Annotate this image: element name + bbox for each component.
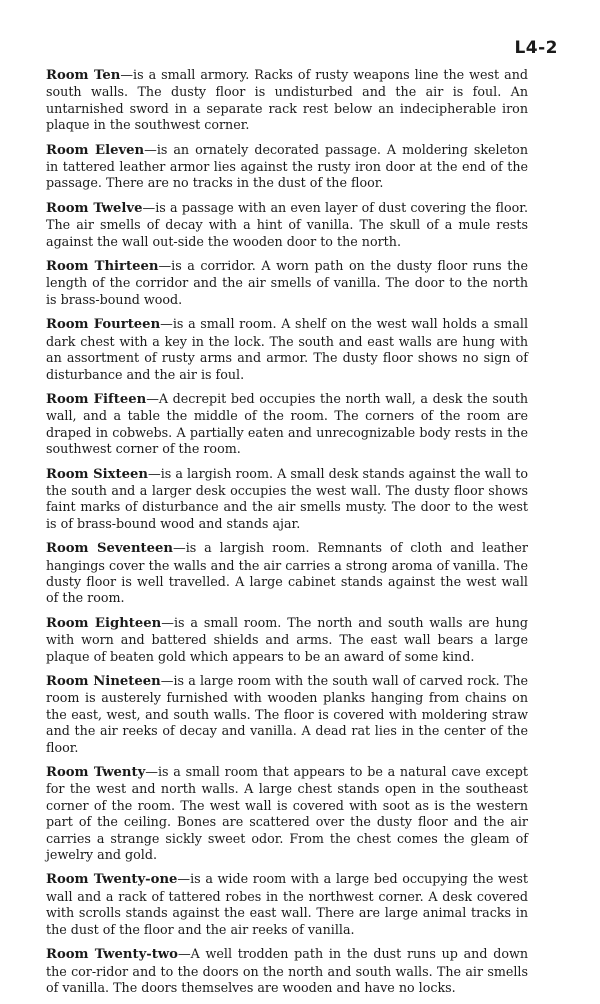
room-description: is a corridor. A worn path on the dusty floor runs the length of the corridor and the air smells of vanilla. The door to the north is brass-bound wood. xyxy=(46,258,529,307)
room-description: A decrepit bed occupies the north wall, a desk the south wall, and a table the middle of the room. The corners of the room are draped in cobwebs. A partially eaten and unrecognizable body rests in the southwest corner of the room. xyxy=(46,390,528,457)
room-entry-twenty xyxy=(46,764,528,863)
room-title: Room Sixteen xyxy=(46,466,148,482)
room-title: Room Fifteen xyxy=(46,391,147,407)
page-number: L4-2 xyxy=(514,38,558,58)
room-title: Room Twenty xyxy=(46,765,146,781)
room-title: Room Twelve xyxy=(46,200,143,216)
em-dash: — xyxy=(177,946,191,962)
room-entry-eleven xyxy=(46,142,528,192)
room-description: is a large room with the south wall of carved rock. The room is austerely furnished with wooden planks hanging from chains on the east, west, and south walls. The floor is covered with moldering straw and the air reeks of decay and vanilla. A dead rat lies in the center of the floor. xyxy=(46,673,528,755)
em-dash: — xyxy=(177,871,191,887)
em-dash: — xyxy=(160,673,174,688)
em-dash: — xyxy=(144,141,157,157)
em-dash: — xyxy=(120,67,134,82)
room-title: Room Thirteen xyxy=(46,259,159,275)
room-description: is an ornately decorated passage. A moldering skeleton in tattered leather armor lies against the rusty iron door at the end of the passage. There are no tracks in the dust of the floor. xyxy=(46,141,528,191)
room-title: Room Twenty-one xyxy=(46,872,178,888)
em-dash: — xyxy=(148,465,161,481)
room-description: is a largish room. A small desk stands against the wall to the south and a larger desk occupies the west wall. The dusty floor shows faint marks of disturbance and the air smells musty. The door to the west is of brass-bound wood and stands ajar. xyxy=(46,465,528,531)
em-dash: — xyxy=(158,258,172,274)
room-entry-twelve xyxy=(46,200,528,250)
em-dash: — xyxy=(173,540,186,556)
room-title: Room Ten xyxy=(46,68,121,83)
em-dash: — xyxy=(161,614,174,630)
room-descriptions xyxy=(46,67,528,1004)
room-description: is a small room. A shelf on the west wall holds a small dark chest with a key in the lock. The south and east walls are hung with an assortment of rusty arms and armor. The dusty floor shows no sign of disturbance and the air is foul. xyxy=(46,316,528,382)
room-title: Room Twenty-two xyxy=(46,947,178,963)
room-entry-nineteen xyxy=(46,673,528,756)
em-dash: — xyxy=(145,764,158,780)
em-dash: — xyxy=(142,199,156,215)
room-description: A well trodden path in the dust runs up and down the cor-ridor and to the doors on the north and south walls. The air smells of vanilla. The doors themselves are wooden and have no locks. xyxy=(46,946,528,995)
room-entry-twenty-one xyxy=(46,871,528,938)
room-description: is a small room. The north and south walls are hung with worn and battered shields and arms. The east wall bears a large plaque of beaten gold which appears to be an award of some kind. xyxy=(46,614,528,664)
room-title: Room Eighteen xyxy=(46,615,162,631)
room-description: is a small armory. Racks of rusty weapons line the west and south walls. The dusty floor is undisturbed and the air is foul. An untarnished sword in a separate rack rest below an indecipherable iron plaque in the southwest corner. xyxy=(46,67,528,133)
room-entry-fifteen xyxy=(46,391,528,458)
em-dash: — xyxy=(160,316,173,332)
room-entry-sixteen xyxy=(46,466,528,533)
room-title: Room Eleven xyxy=(46,142,145,158)
room-description: is a wide room with a large bed occupying the west wall and a rack of tattered robes in the northwest corner. A desk covered with scrolls stands against the east wall. There are large animal tracks in the dust of the floor and the air reeks of vanilla. xyxy=(46,871,528,937)
room-title: Room Seventeen xyxy=(46,541,173,557)
room-entry-ten xyxy=(46,67,528,134)
room-entry-fourteen xyxy=(46,316,528,383)
room-entry-twenty-two xyxy=(46,946,528,996)
room-entry-eighteen xyxy=(46,615,528,665)
room-description: is a largish room. Remnants of cloth and leather hangings cover the walls and the air carries a strong aroma of vanilla. The dusty floor is well travelled. A large cabinet stands against the west wall of the room. xyxy=(46,540,528,606)
room-entry-seventeen xyxy=(46,540,528,607)
room-entry-thirteen xyxy=(46,258,528,308)
room-title: Room Fourteen xyxy=(46,317,161,333)
room-description: is a passage with an even layer of dust covering the floor. The air smells of decay with a hint of vanilla. The skull of a mule rests against the wall out-side the wooden door to the north. xyxy=(46,199,528,249)
room-title: Room Nineteen xyxy=(46,674,161,689)
em-dash: — xyxy=(146,390,159,406)
room-description: is a small room that appears to be a natural cave except for the west and north walls. A large chest stands open in the southeast corner of the room. The west wall is covered with soot as is the western part of the ceiling. Bones are scattered over the dusty floor and the air carries a strange sickly sweet odor. From the chest comes the gleam of jewelry and gold. xyxy=(46,764,528,863)
